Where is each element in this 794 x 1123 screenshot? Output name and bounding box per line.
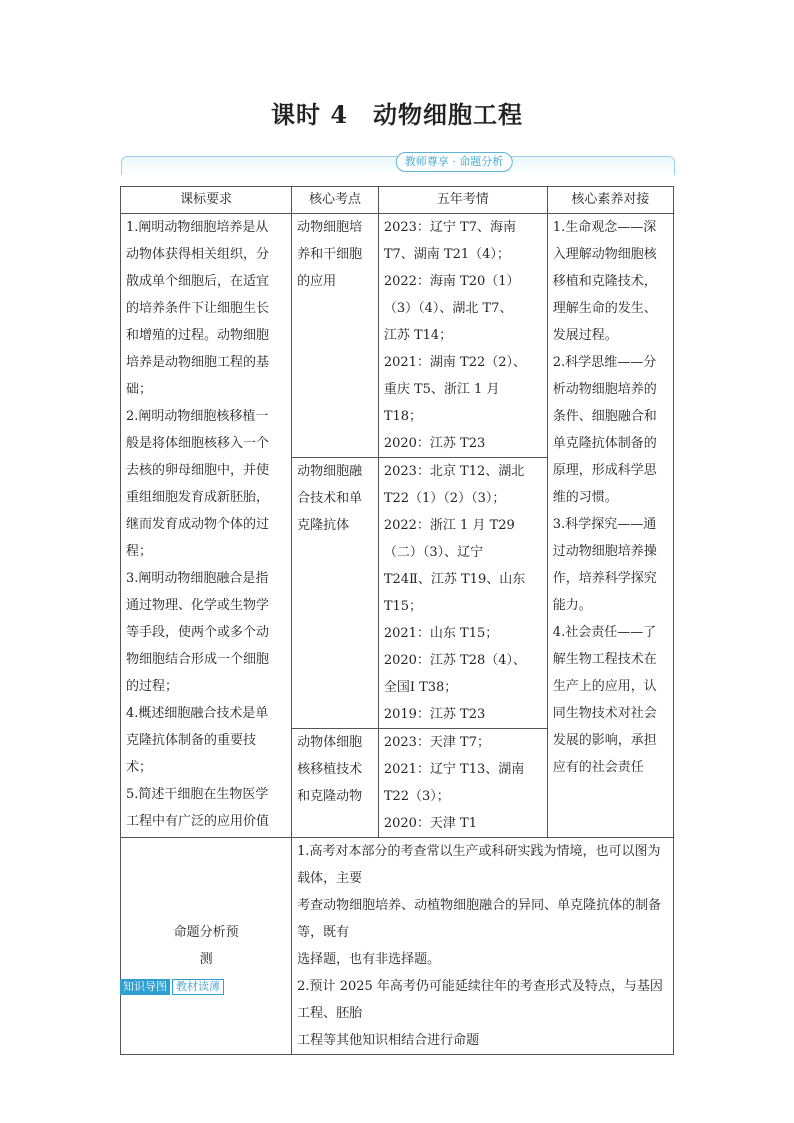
requirement-line: 物细胞结合形成一个细胞 (126, 652, 270, 667)
requirement-line: 等手段，使两个或多个动 (126, 625, 270, 640)
topic-line: 动物体细胞 (297, 735, 363, 750)
exam-line: 2020：天津 T1 (383, 816, 477, 831)
requirement-line: 础； (126, 382, 153, 397)
prediction-line: 1.高考对本部分的考查常以生产或科研实践为情境，也可以图为载体，主要 (297, 844, 661, 886)
literacy-line: 理解生命的发生、 (552, 301, 657, 316)
literacy-line: 同生物技术对社会 (552, 706, 657, 721)
topic-cell (292, 458, 379, 729)
section-banner (121, 152, 673, 176)
prediction-row (121, 838, 674, 1055)
topic-line: 核移植技术 (297, 762, 363, 777)
literacy-line: 过动物细胞培养操 (552, 544, 657, 559)
topic-line: 动物细胞融 (297, 464, 363, 479)
literacy-line: 作，培养科学探究 (552, 571, 657, 586)
requirement-line: 和增殖的过程。动物细胞 (126, 328, 270, 343)
exam-line: 2023：辽宁 T7、海南 (383, 220, 516, 235)
exam-line: T7、湖南 T21（4）； (383, 247, 510, 262)
topic-line: 养和干细胞 (297, 247, 363, 262)
requirement-line: 2.阐明动物细胞核移植一 (126, 409, 269, 424)
header-exams: 五年考情 (378, 187, 547, 214)
prediction-line: 考查动物细胞培养、动植物细胞融合的异同、单克隆抗体的制备等，既有 (297, 898, 662, 940)
exam-line: 2019：江苏 T23 (383, 707, 486, 722)
prediction-line: 2.预计 2025 年高考仍可能延续往年的考查形式及特点，与基因工程、胚胎 (297, 979, 663, 1021)
literacy-line: 3.科学探究——通 (552, 517, 657, 532)
literacy-cell (547, 214, 673, 838)
requirement-line: 的培养条件下让细胞生长 (126, 301, 270, 316)
prediction-label-line: 测 (199, 952, 213, 967)
literacy-line: 生产上的应用，认 (552, 679, 657, 694)
topic-line: 的应用 (297, 274, 337, 289)
exam-line: 2022：浙江 1 月 T29 (383, 518, 515, 533)
exam-line: T22（1）（2）（3）； (383, 491, 506, 506)
header-topics: 核心考点 (292, 187, 379, 214)
requirement-line: 程； (126, 544, 153, 559)
analysis-table (120, 186, 674, 1055)
exam-line: 全国Ⅰ T38； (383, 680, 458, 695)
exams-cell (378, 729, 547, 838)
exam-line: 2023：天津 T7； (383, 735, 490, 750)
requirement-line: 4.概述细胞融合技术是单 (126, 706, 269, 721)
literacy-line: 单克隆抗体制备的 (552, 436, 657, 451)
requirement-line: 动物体获得相关组织，分 (126, 247, 270, 262)
requirement-line: 工程中有广泛的应用价值 (126, 814, 270, 829)
table-row (121, 214, 674, 458)
topic-cell (292, 214, 379, 458)
exam-line: 江苏 T14； (383, 328, 453, 343)
header-requirements: 课标要求 (121, 187, 292, 214)
exam-line: T24Ⅱ、江苏 T19、山东 (383, 572, 526, 587)
requirement-line: 1.阐明动物细胞培养是从 (126, 220, 269, 235)
requirement-line: 术； (126, 760, 153, 775)
requirement-line: 3.阐明动物细胞融合是指 (126, 571, 269, 586)
requirement-line: 散成单个细胞后，在适宜 (126, 274, 270, 289)
literacy-line: 条件、细胞融合和 (552, 409, 657, 424)
exam-line: 2021：湖南 T22（2）、 (383, 355, 527, 370)
exam-line: T15； (383, 599, 423, 614)
prediction-label-line: 命题分析预 (173, 925, 239, 940)
literacy-line: 移植和克隆技术， (552, 274, 657, 289)
section-tags (120, 979, 224, 995)
literacy-line: 原理，形成科学思 (552, 463, 657, 478)
exam-line: 2021：山东 T15； (383, 626, 499, 641)
exam-line: （3）（4）、湖北 T7、 (383, 301, 513, 316)
header-row (121, 187, 674, 214)
prediction-text (292, 838, 674, 1055)
exams-cell (378, 458, 547, 729)
exam-line: 2021：辽宁 T13、湖南 (383, 762, 525, 777)
literacy-line: 发展过程。 (552, 328, 618, 343)
literacy-line: 入理解动物细胞核 (552, 247, 657, 262)
header-literacy: 核心素养对接 (547, 187, 673, 214)
requirement-line: 5.简述干细胞在生物医学 (126, 787, 269, 802)
topic-line: 和克隆动物 (297, 789, 363, 804)
topic-line: 合技术和单 (297, 491, 363, 506)
requirement-line: 克隆抗体制备的重要技 (126, 733, 257, 748)
literacy-line: 解生物工程技术在 (552, 652, 657, 667)
requirement-line: 通过物理、化学或生物学 (126, 598, 270, 613)
literacy-line: 维的习惯。 (552, 490, 618, 505)
prediction-label (121, 838, 292, 1055)
literacy-line: 发展的影响，承担 (552, 733, 657, 748)
literacy-line: 4.社会责任——了 (552, 625, 657, 640)
prediction-line: 工程等其他知识相结合进行命题 (297, 1033, 480, 1048)
literacy-line: 应有的社会责任 (552, 760, 644, 775)
exam-line: 重庆 T5、浙江 1 月 (383, 382, 500, 397)
exam-line: 2020：江苏 T23 (383, 436, 486, 451)
prediction-line: 选择题，也有非选择题。 (297, 952, 441, 967)
exam-line: T22（3）； (383, 789, 450, 804)
requirement-line: 去核的卵母细胞中，并使 (126, 463, 270, 478)
exam-line: 2020：江苏 T28（4）、 (383, 653, 527, 668)
literacy-line: 析动物细胞培养的 (552, 382, 657, 397)
topic-cell (292, 729, 379, 838)
page-title: 课时 4 动物细胞工程 (270, 100, 524, 129)
requirement-line: 继而发育成动物个体的过 (126, 517, 270, 532)
exam-line: 2022：海南 T20（1） (383, 274, 520, 289)
exam-line: 2023：北京 T12、湖北 (383, 464, 525, 479)
exam-line: （二）（3）、辽宁 (383, 545, 484, 560)
requirement-line: 般是将体细胞核移入一个 (126, 436, 270, 451)
requirements-cell (121, 214, 292, 838)
literacy-line: 2.科学思维——分 (552, 355, 657, 370)
literacy-line: 1.生命观念——深 (552, 220, 657, 235)
banner-label: 教师尊享 · 命题分析 (396, 152, 513, 172)
requirement-line: 培养是动物细胞工程的基 (126, 355, 270, 370)
exams-cell (378, 214, 547, 458)
topic-line: 动物细胞培 (297, 220, 363, 235)
tag-textbook-notes: 教材读薄 (172, 979, 224, 995)
topic-line: 克隆抗体 (297, 518, 350, 533)
requirement-line: 重组细胞发育成新胚胎， (126, 490, 270, 505)
tag-knowledge-map: 知识导图 (120, 979, 170, 995)
exam-line: T18； (383, 409, 423, 424)
literacy-line: 能力。 (552, 598, 592, 613)
requirement-line: 的过程； (126, 679, 179, 694)
